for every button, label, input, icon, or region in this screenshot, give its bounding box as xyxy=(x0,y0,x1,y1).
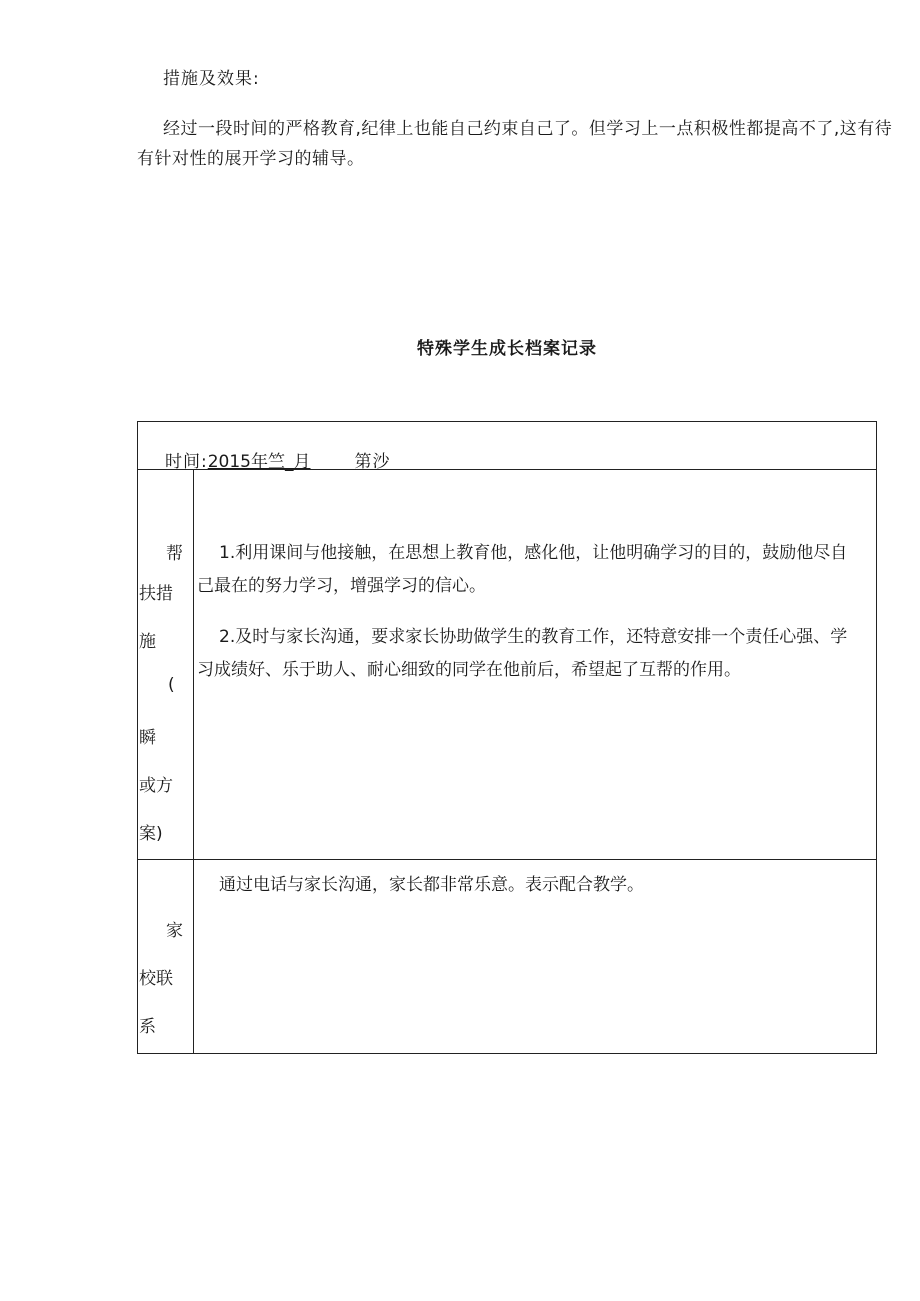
home-school-contact-label-line: 系 xyxy=(139,1017,156,1037)
week-text: 第沙 xyxy=(354,452,391,472)
support-measures-label-line: 或方 xyxy=(139,776,173,796)
time-value: 2015年竺_月 xyxy=(207,452,311,472)
support-measures-label-line: 案) xyxy=(139,824,163,844)
support-measure-paragraph: 2.及时与家长沟通，要求家长协助做学生的教育工作，还特意安排一个责任心强、学习成绩好、乐于助人、耐心细致的同学在他前后，希望起了互帮的作用。 xyxy=(197,627,848,680)
support-measures-content-cell xyxy=(195,469,876,859)
home-school-contact-label-cell xyxy=(138,860,194,1053)
support-measures-label-line: 扶措 xyxy=(139,584,173,604)
support-measures-row xyxy=(138,469,876,860)
document-title: 特殊学生成长档案记录 xyxy=(417,339,597,359)
home-school-contact-row xyxy=(138,860,876,1053)
time-row xyxy=(138,422,876,470)
measures-effect-label: 措施及效果: xyxy=(163,69,260,89)
time-label: 时间: xyxy=(165,452,208,472)
support-measures-label-line: 瞬 xyxy=(139,728,156,748)
measures-effect-text: 经过一段时间的严格教育,纪律上也能自己约束自己了。但学习上一点积极性都提高不了,这有待有针对性的展开学习的辅导。 xyxy=(137,119,893,169)
home-school-contact-label-line: 校联 xyxy=(139,969,173,989)
record-table xyxy=(137,421,877,1054)
home-school-contact-text: 通过电话与家长沟通，家长都非常乐意。表示配合教学。 xyxy=(219,875,644,895)
home-school-contact-content-cell xyxy=(195,860,876,1053)
support-measures-label-line: 施 xyxy=(139,632,156,652)
home-school-contact-label-line: 家 xyxy=(166,921,183,941)
support-measure-paragraph: 1.利用课间与他接触，在思想上教育他，感化他，让他明确学习的目的，鼓励他尽自己最在的努力学习，增强学习的信心。 xyxy=(197,543,848,596)
support-measures-label-cell xyxy=(138,469,194,859)
support-measures-label-line: 帮 xyxy=(166,544,183,564)
support-measures-label-line: ( xyxy=(168,675,175,695)
